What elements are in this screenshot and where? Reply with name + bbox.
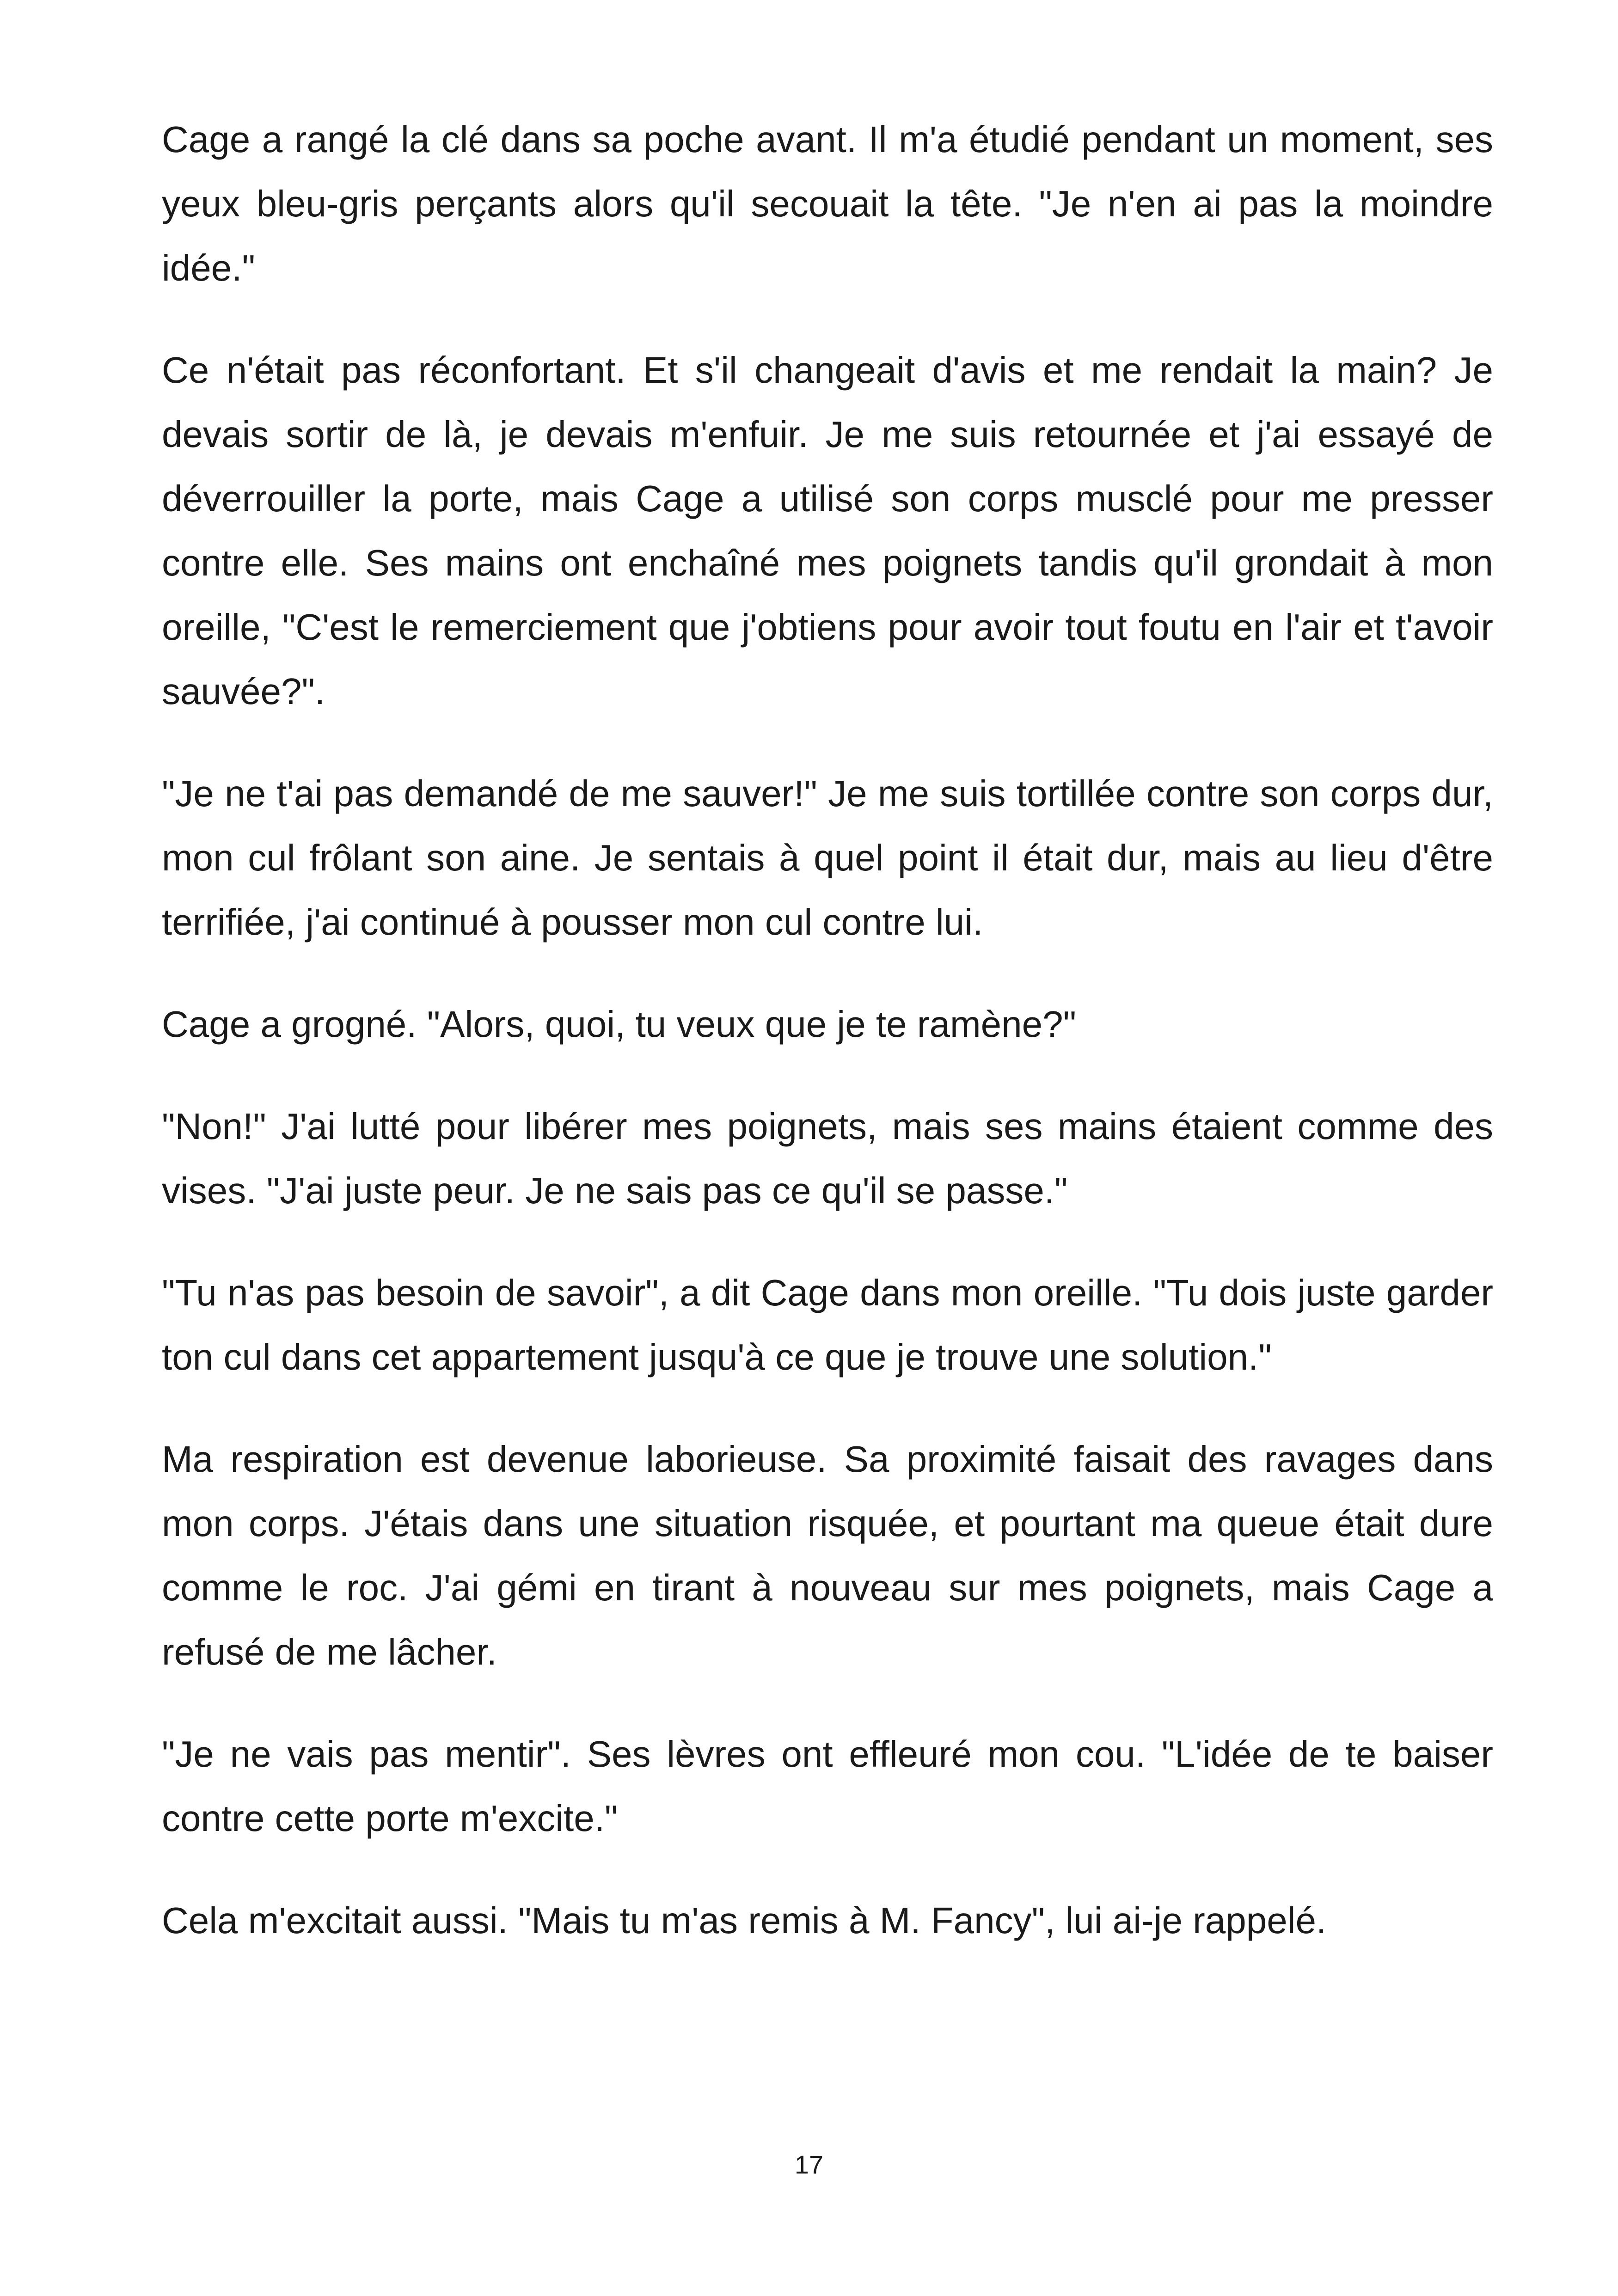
page-number: 17 (794, 2150, 824, 2179)
paragraph: "Je ne vais pas mentir". Ses lèvres ont effleuré mon cou. "L'idée de te baiser contre cette porte m'excite." (162, 1733, 1493, 1839)
paragraph: Cela m'excitait aussi. "Mais tu m'as remis à M. Fancy", lui ai-je rappelé. (162, 1900, 1327, 1941)
paragraph: "Je ne t'ai pas demandé de me sauver!" Je me suis tortillée contre son corps dur, mon cul frôlant son aine. Je sentais à quel point il était dur, mais au lieu d'être terrifiée, j'ai continué à pousser mon cul contre lui. (162, 773, 1493, 943)
paragraph: Ma respiration est devenue laborieuse. Sa proximité faisait des ravages dans mon corps. J'étais dans une situation risquée, et pourtant ma queue était dure comme le roc. J'ai gémi en tirant à nouveau sur mes poignets, mais Cage a refusé de me lâcher. (162, 1439, 1493, 1672)
paragraph: Cage a grogné. "Alors, quoi, tu veux que je te ramène?" (162, 1004, 1077, 1045)
paragraph: Cage a rangé la clé dans sa poche avant. Il m'a étudié pendant un moment, ses yeux bleu-gris perçants alors qu'il secouait la tête. "Je n'en ai pas la moindre idée." (162, 119, 1493, 288)
paragraph: Ce n'était pas réconfortant. Et s'il changeait d'avis et me rendait la main? Je devais sortir de là, je devais m'enfuir. Je me suis retournée et j'ai essayé de déverrouiller la porte, mais Cage a utilisé son corps musclé pour me presser contre elle. Ses mains ont enchaîné mes poignets tandis qu'il grondait à mon oreille, "C'est le remerciement que j'obtiens pour avoir tout foutu en l'air et t'avoir sauvée?". (162, 349, 1493, 712)
body-text (162, 107, 1493, 1953)
paragraph: "Tu n'as pas besoin de savoir", a dit Cage dans mon oreille. "Tu dois juste garder ton cul dans cet appartement jusqu'à ce que je trouve une solution." (162, 1272, 1493, 1378)
paragraph: "Non!" J'ai lutté pour libérer mes poignets, mais ses mains étaient comme des vises. "J'ai juste peur. Je ne sais pas ce qu'il se passe." (162, 1106, 1493, 1211)
